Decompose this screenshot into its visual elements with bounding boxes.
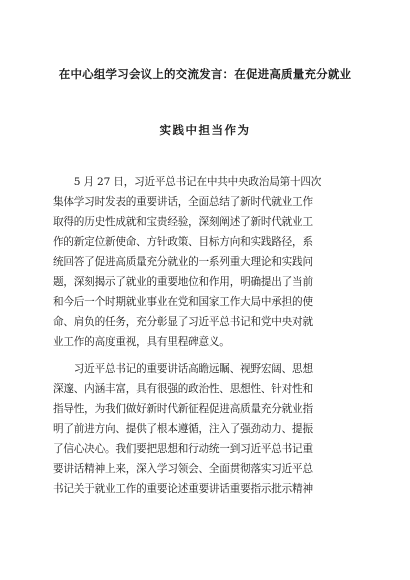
document-title-line-1: 在中心组学习会议上的交流发言：在促进高质量充分就业 — [58, 67, 352, 81]
paragraph-line: 命、肩负的任务，充分彰显了习近平总书记和党中央对就 — [53, 316, 313, 328]
paragraph-line: 书记关于就业工作的重要论述重要讲话重要指示批示精神 — [53, 483, 313, 495]
paragraph-line: 业工作的高度重视，具有里程碑意义。 — [53, 336, 230, 348]
paragraph-line: 深邃、内涵丰富，具有很强的政治性、思想性、针对性和 — [53, 383, 313, 395]
paragraph-line: 了信心决心。我们要把思想和行动统一到习近平总书记重 — [53, 443, 313, 455]
document-title-line-2: 实践中担当作为 — [159, 123, 251, 137]
paragraph-line: 明了前进方向、提供了根本遵循，注入了强劲动力、提振 — [53, 423, 313, 435]
paragraph-line: 要讲话精神上来，深入学习领会、全面贯彻落实习近平总 — [53, 463, 313, 475]
paragraph-line: 题，深刻揭示了就业的重要地位和作用，明确提出了当前 — [53, 276, 313, 288]
paragraph-line: 指导性，为我们做好新时代新征程促进高质量充分就业指 — [53, 403, 313, 415]
paragraph-line: 习近平总书记的重要讲话高瞻远瞩、视野宏阔、思想 — [53, 363, 313, 375]
paragraph-line: 作的新定位新使命、方针政策、目标方向和实践路径，系 — [53, 236, 313, 248]
paragraph-line: 取得的历史性成就和宝贵经验，深刻阐述了新时代就业工 — [53, 216, 313, 228]
paragraph-line: 统回答了促进高质量充分就业的一系列重大理论和实践问 — [53, 256, 313, 268]
paragraph-line: 5 月 27 日，习近平总书记在中共中央政治局第十四次 — [53, 176, 322, 188]
paragraph-line: 和今后一个时期就业事业在党和国家工作大局中承担的使 — [53, 296, 313, 308]
paragraph-line: 集体学习时发表的重要讲话，全面总结了新时代就业工作 — [53, 196, 313, 208]
